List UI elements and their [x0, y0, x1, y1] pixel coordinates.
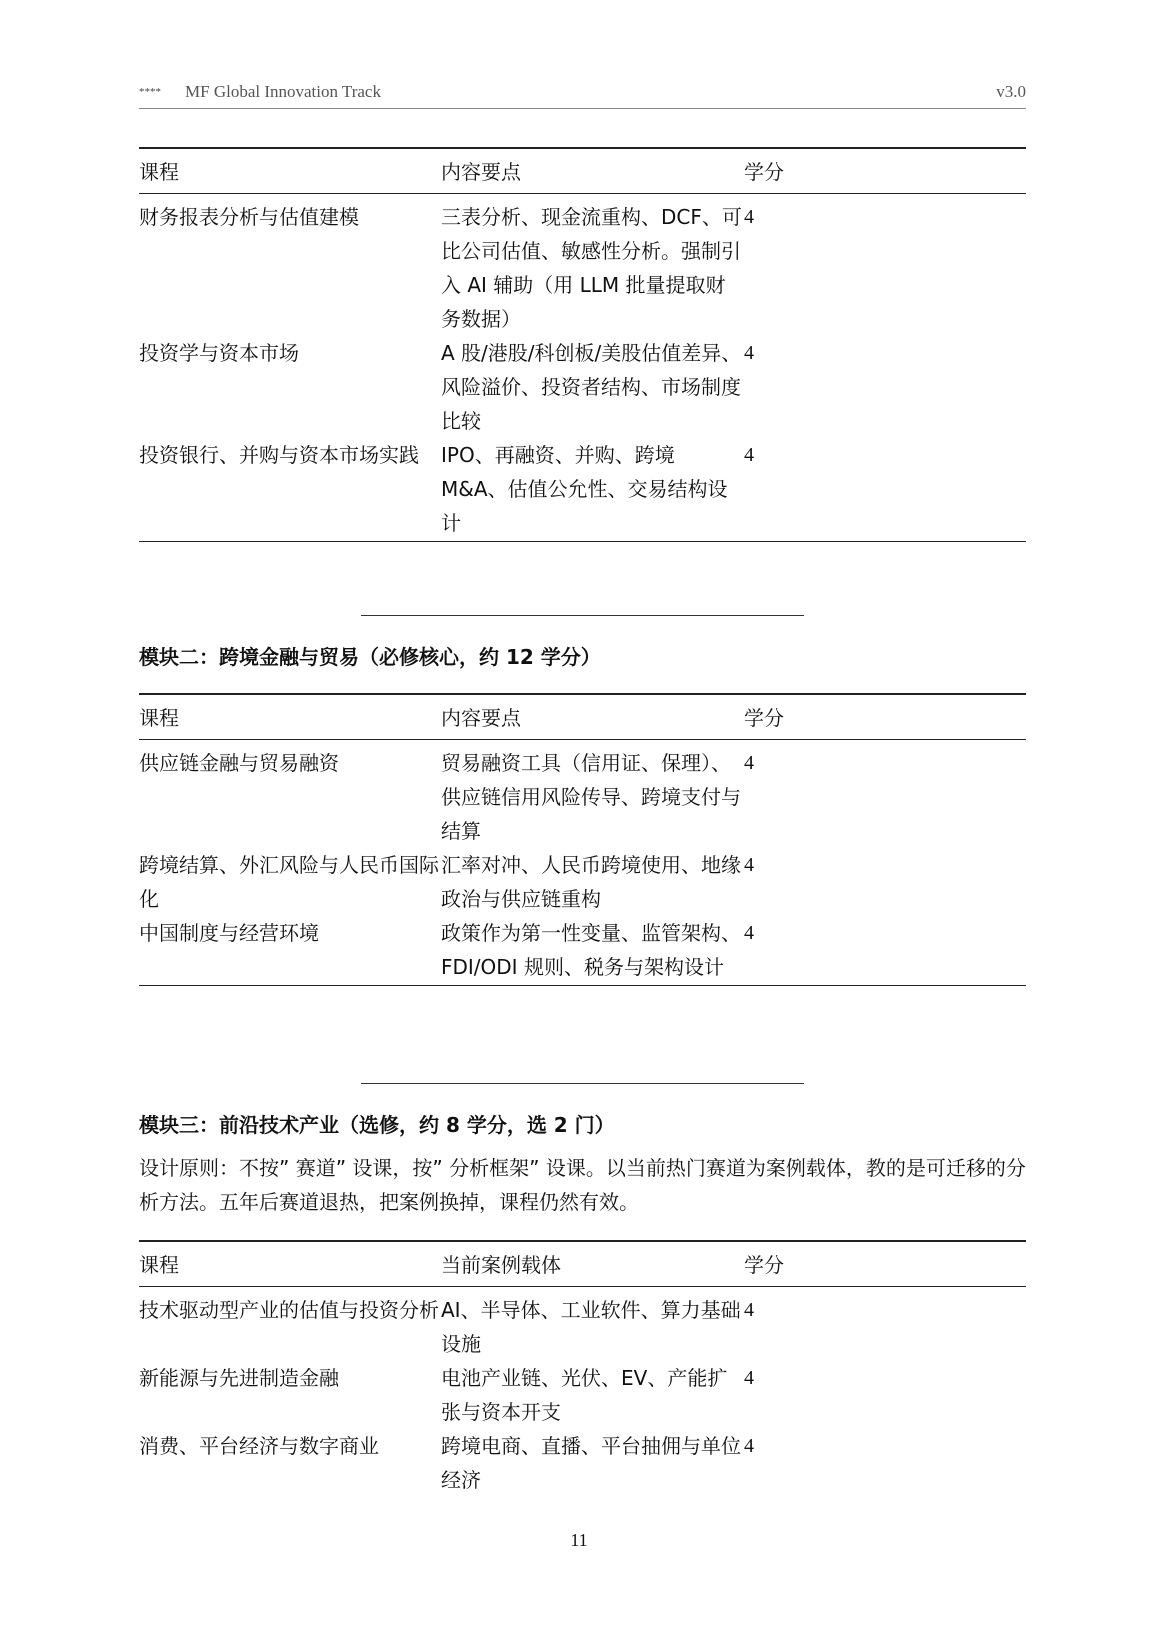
header-version: v3.0	[996, 82, 1026, 101]
course-content: 贸易融资工具（信用证、保理）、供应链信用风险传导、跨境支付与结算	[441, 751, 741, 843]
course-credit: 4	[744, 916, 1026, 986]
column-header-credit: 学分	[744, 1241, 1026, 1287]
course-name: 投资学与资本市场	[139, 341, 299, 365]
column-header-case: 当前案例载体	[441, 1241, 744, 1287]
section-divider	[361, 615, 804, 616]
table-header-row	[139, 148, 1026, 194]
course-credit: 4	[744, 1435, 754, 1457]
header-mark: ****	[139, 86, 161, 98]
column-header-credit: 学分	[744, 148, 1026, 194]
table-row	[139, 1429, 1026, 1498]
column-header-course: 课程	[139, 1241, 441, 1287]
table-header-row	[139, 694, 1026, 740]
module2-title: 模块二：跨境金融与贸易（必修核心，约 12 学分）	[139, 645, 601, 669]
course-content: 三表分析、现金流重构、DCF、可比公司估值、敏感性分析。强制引入 AI 辅助（用 LLM 批量提取财务数据）	[441, 205, 742, 331]
course-name: 新能源与先进制造金融	[139, 1366, 339, 1390]
design-principle-paragraph: 设计原则：不按” 赛道” 设课，按” 分析框架” 设课。以当前热门赛道为案例载体，教的是可迁移的分析方法。五年后赛道退热，把案例换掉，课程仍然有效。	[139, 1156, 1026, 1214]
table-row	[139, 740, 1026, 849]
course-name: 技术驱动型产业的估值与投资分析	[139, 1298, 439, 1322]
module1-course-table	[139, 147, 1026, 542]
module3-course-table	[139, 1240, 1026, 1498]
course-case: 跨境电商、直播、平台抽佣与单位经济	[441, 1434, 741, 1492]
page-number: 11	[570, 1530, 588, 1550]
course-name: 消费、平台经济与数字商业	[139, 1434, 379, 1458]
table-row	[139, 916, 1026, 986]
course-credit: 4	[744, 854, 754, 876]
column-header-course: 课程	[139, 694, 441, 740]
course-credit: 4	[744, 206, 754, 228]
table-row	[139, 438, 1026, 542]
column-header-course: 课程	[139, 148, 441, 194]
column-header-credit: 学分	[744, 694, 1026, 740]
course-credit: 4	[744, 342, 754, 364]
course-name: 跨境结算、外汇风险与人民币国际化	[139, 853, 439, 911]
course-case: AI、半导体、工业软件、算力基础设施	[441, 1298, 741, 1356]
course-name: 中国制度与经营环境	[139, 916, 441, 986]
course-name: 投资银行、并购与资本市场实践	[139, 438, 441, 542]
table-row	[139, 194, 1026, 337]
course-content: A 股/港股/科创板/美股估值差异、风险溢价、投资者结构、市场制度比较	[441, 341, 742, 433]
course-credit: 4	[744, 438, 1026, 542]
course-name: 供应链金融与贸易融资	[139, 751, 339, 775]
course-credit: 4	[744, 1367, 754, 1389]
table-row	[139, 336, 1026, 438]
table-row	[139, 1287, 1026, 1362]
module3-title: 模块三：前沿技术产业（选修，约 8 学分，选 2 门）	[139, 1113, 615, 1137]
course-case: 电池产业链、光伏、EV、产能扩张与资本开支	[441, 1366, 728, 1424]
section-divider	[361, 1083, 804, 1084]
running-header	[139, 82, 1026, 109]
course-name: 财务报表分析与估值建模	[139, 205, 359, 229]
column-header-content: 内容要点	[441, 148, 744, 194]
course-content: 政策作为第一性变量、监管架构、FDI/ODI 规则、税务与架构设计	[441, 916, 744, 986]
course-credit: 4	[744, 1299, 754, 1321]
course-credit: 4	[744, 752, 754, 774]
course-content: 汇率对冲、人民币跨境使用、地缘政治与供应链重构	[441, 853, 741, 911]
table-row	[139, 1361, 1026, 1429]
column-header-content: 内容要点	[441, 694, 744, 740]
table-row	[139, 848, 1026, 916]
course-content: IPO、再融资、并购、跨境 M&A、估值公允性、交易结构设计	[441, 438, 744, 542]
module2-course-table	[139, 693, 1026, 986]
table-header-row	[139, 1241, 1026, 1287]
header-title: MF Global Innovation Track	[185, 82, 381, 101]
